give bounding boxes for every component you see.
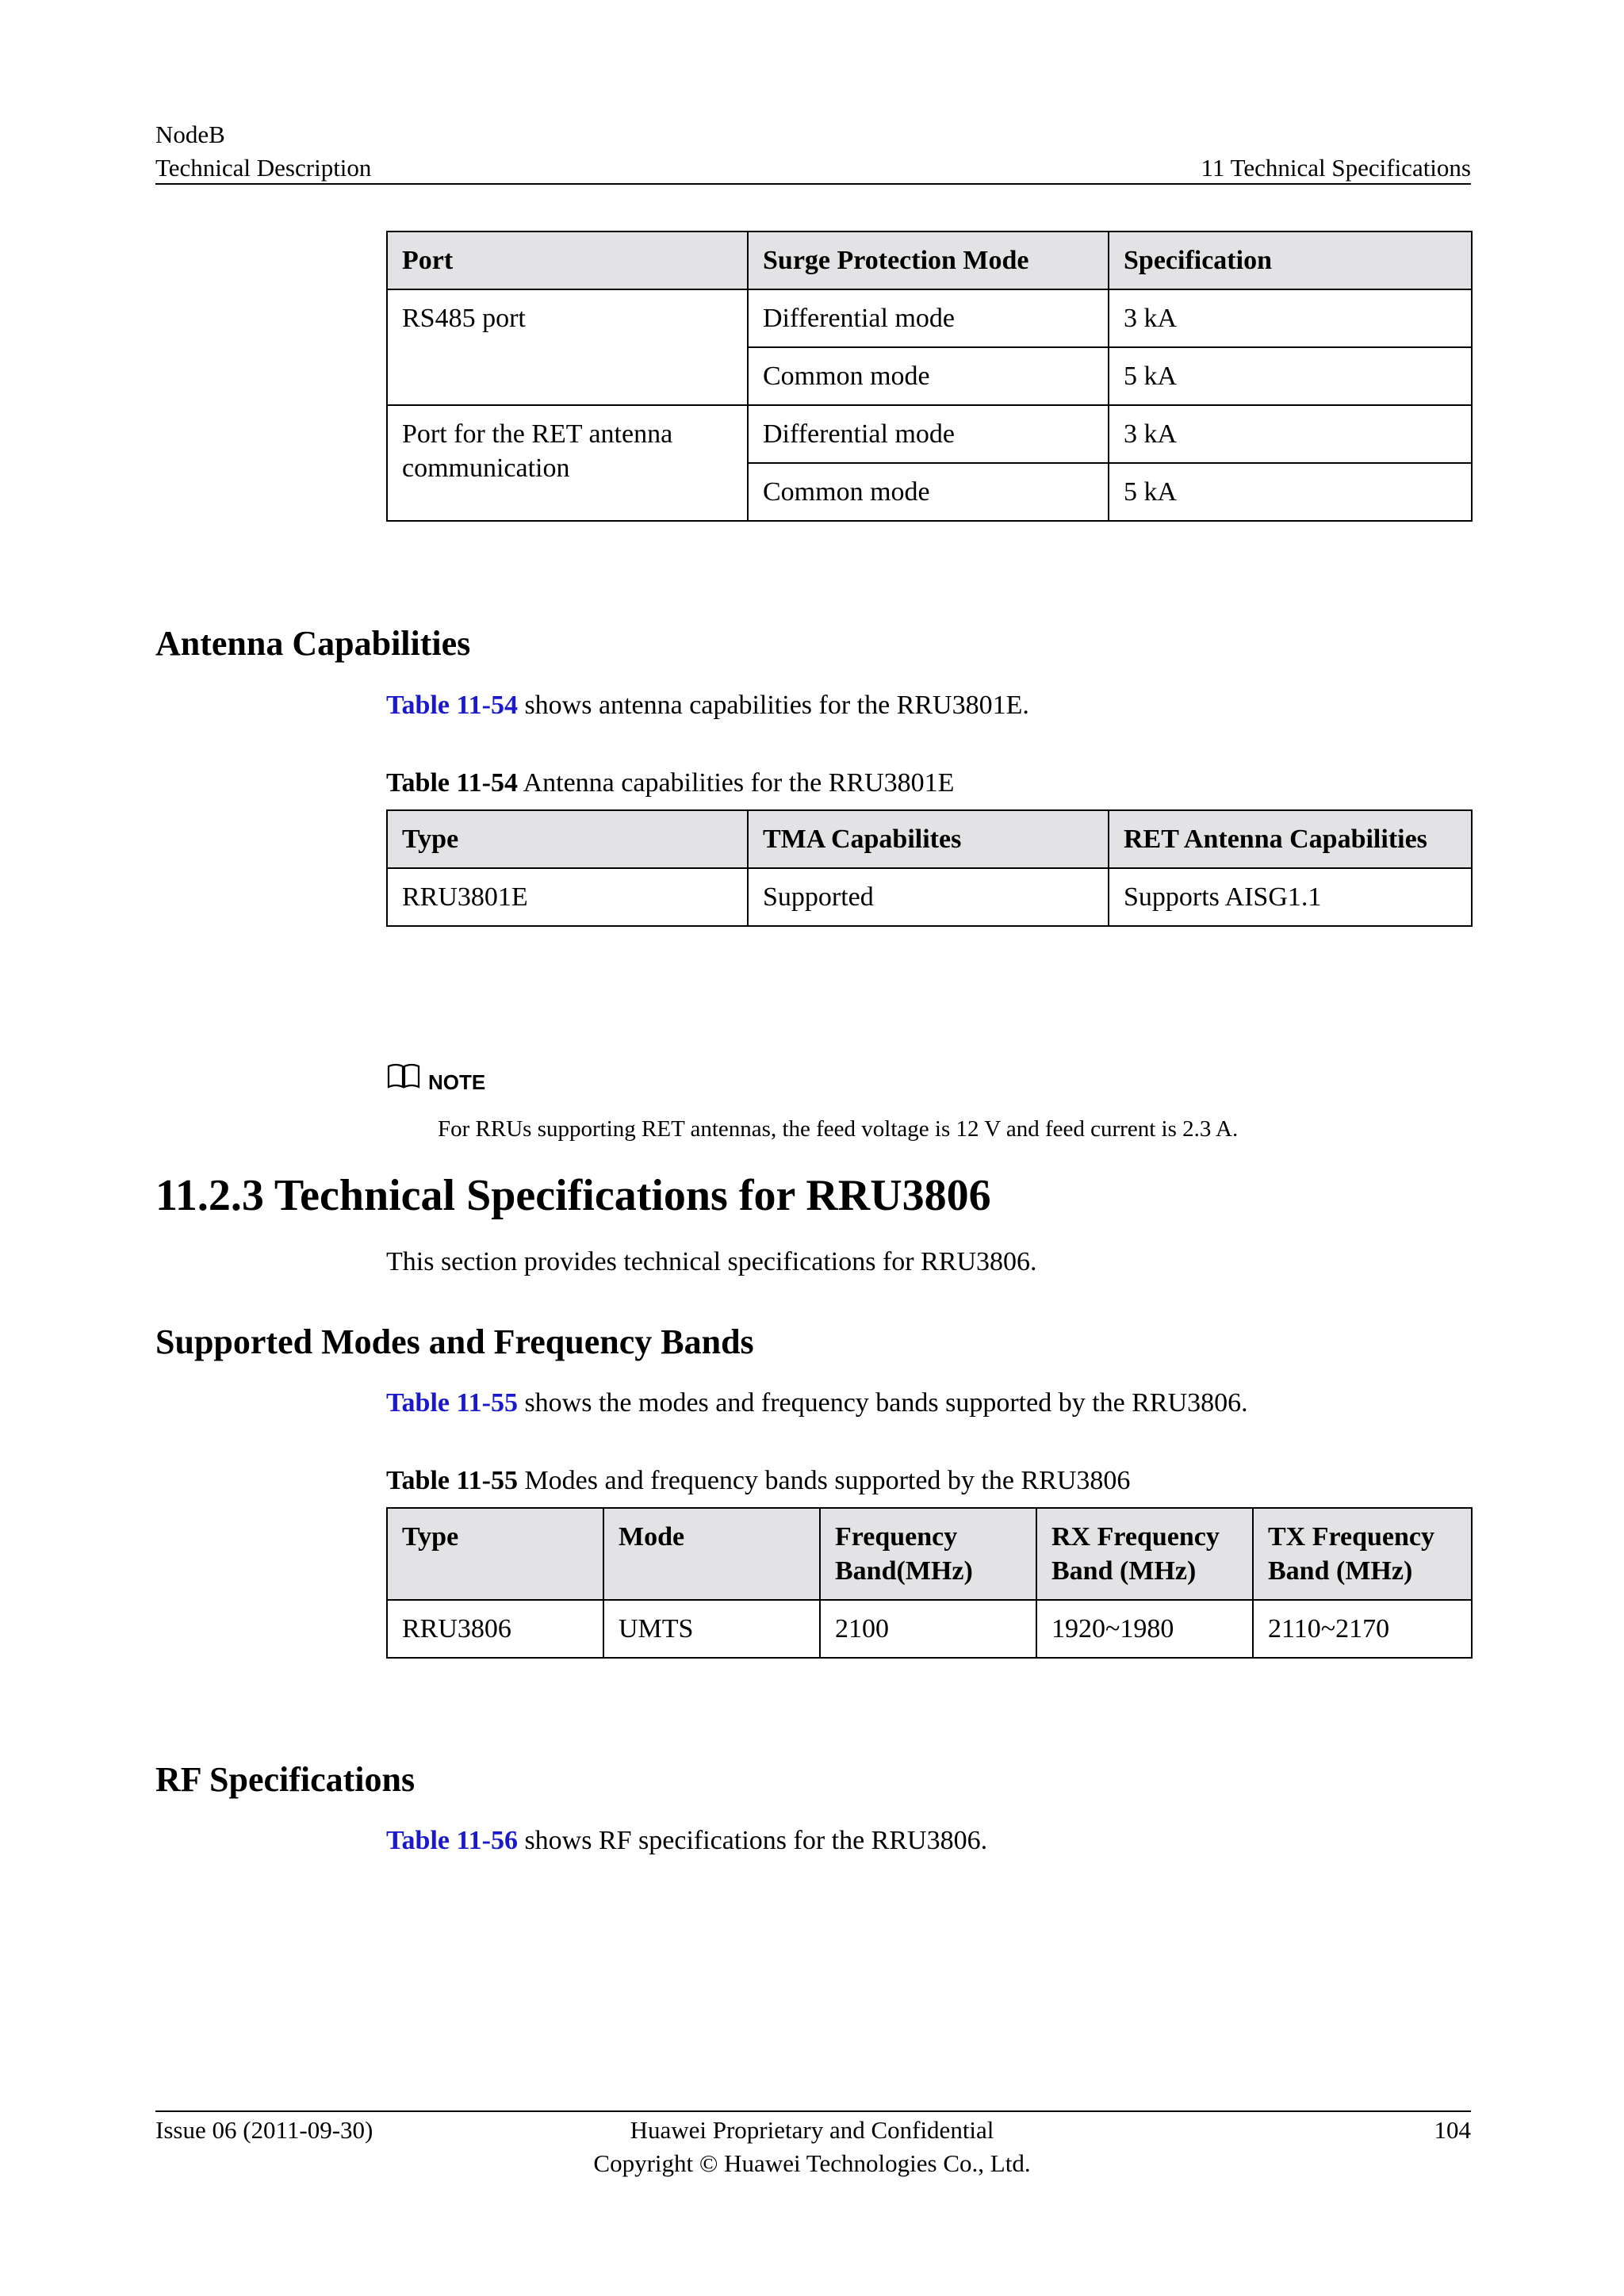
antenna-intro: [386, 688, 1029, 723]
cell-port: Port for the RET antenna communication: [387, 405, 748, 521]
header-chapter: 11 Technical Specifications: [1201, 154, 1471, 182]
cell-tma: Supported: [748, 868, 1109, 926]
cell-type: RRU3801E: [387, 868, 748, 926]
footer-confidential: Huawei Proprietary and Confidential: [630, 2116, 994, 2144]
header-tma: TMA Capabilites: [748, 810, 1109, 868]
modes-intro: [386, 1386, 1248, 1421]
caption-number: Table 11-55: [386, 1466, 518, 1495]
cell-frequency-band: 2100: [820, 1600, 1036, 1658]
table-11-55-link[interactable]: Table 11-55: [386, 1388, 518, 1418]
note-text: For RRUs supporting RET antennas, the feed voltage is 12 V and feed current is 2.3 A.: [438, 1116, 1239, 1142]
cell-rx-band: 1920~1980: [1036, 1600, 1253, 1658]
cell-type: RRU3806: [387, 1600, 603, 1658]
table-header-row: [387, 810, 1472, 868]
table-header-row: [387, 232, 1472, 289]
cell-ret: Supports AISG1.1: [1109, 868, 1472, 926]
heading-antenna-capabilities: Antenna Capabilities: [155, 624, 471, 663]
header-ret: RET Antenna Capabilities: [1109, 810, 1472, 868]
header-type: Type: [387, 810, 748, 868]
cell-port: RS485 port: [387, 289, 748, 405]
footer-issue: Issue 06 (2011-09-30): [155, 2116, 373, 2144]
antenna-intro-text: shows antenna capabilities for the RRU3801E.: [517, 691, 1029, 720]
cell-spec: 5 kA: [1109, 463, 1472, 521]
modes-table-caption: [386, 1464, 1130, 1498]
book-icon: [386, 1062, 421, 1091]
header-frequency-band: Frequency Band(MHz): [820, 1508, 1036, 1600]
table-11-54-link[interactable]: Table 11-54: [386, 691, 518, 720]
rf-intro: [386, 1823, 987, 1858]
cell-mode: Common mode: [748, 463, 1109, 521]
cell-spec: 3 kA: [1109, 289, 1472, 347]
modes-frequency-table: [386, 1507, 1473, 1659]
surge-protection-table: [386, 231, 1473, 522]
header-port: Port: [387, 232, 748, 289]
header-specification: Specification: [1109, 232, 1472, 289]
table-11-56-link[interactable]: Table 11-56: [386, 1826, 518, 1855]
table-header-row: [387, 1508, 1472, 1600]
heading-11-2-3: 11.2.3 Technical Specifications for RRU3806: [155, 1171, 991, 1220]
cell-tx-band: 2110~2170: [1253, 1600, 1472, 1658]
header-product: NodeB: [155, 121, 225, 148]
footer-page-number: 104: [1434, 2116, 1471, 2144]
modes-intro-text: shows the modes and frequency bands supported by the RRU3806.: [517, 1388, 1248, 1418]
cell-mode: Differential mode: [748, 405, 1109, 463]
cell-mode: UMTS: [603, 1600, 820, 1658]
section-intro: This section provides technical specifications for RRU3806.: [386, 1247, 1037, 1276]
caption-number: Table 11-54: [386, 768, 518, 798]
header-mode: Mode: [603, 1508, 820, 1600]
antenna-table-caption: [386, 766, 954, 801]
header-doc-title: Technical Description: [155, 154, 372, 182]
table-row: [387, 289, 1472, 347]
header-rule: [155, 183, 1471, 185]
heading-rf-specifications: RF Specifications: [155, 1760, 416, 1799]
cell-spec: 3 kA: [1109, 405, 1472, 463]
cell-mode: Differential mode: [748, 289, 1109, 347]
heading-supported-modes: Supported Modes and Frequency Bands: [155, 1322, 754, 1361]
header-type: Type: [387, 1508, 603, 1600]
cell-mode: Common mode: [748, 347, 1109, 405]
caption-text: Antenna capabilities for the RRU3801E: [517, 768, 955, 798]
header-rx-band: RX Frequency Band (MHz): [1036, 1508, 1253, 1600]
header-tx-band: TX Frequency Band (MHz): [1253, 1508, 1472, 1600]
rf-intro-text: shows RF specifications for the RRU3806.: [517, 1826, 988, 1855]
footer-rule: [155, 2110, 1471, 2112]
cell-spec: 5 kA: [1109, 347, 1472, 405]
header-surge-mode: Surge Protection Mode: [748, 232, 1109, 289]
table-row: [387, 405, 1472, 463]
table-row: [387, 868, 1472, 926]
antenna-capabilities-table: [386, 809, 1473, 927]
footer-copyright: Copyright © Huawei Technologies Co., Ltd.: [593, 2149, 1031, 2177]
note-label: NOTE: [428, 1070, 486, 1094]
caption-text: Modes and frequency bands supported by the RRU3806: [517, 1466, 1131, 1495]
table-row: [387, 1600, 1472, 1658]
